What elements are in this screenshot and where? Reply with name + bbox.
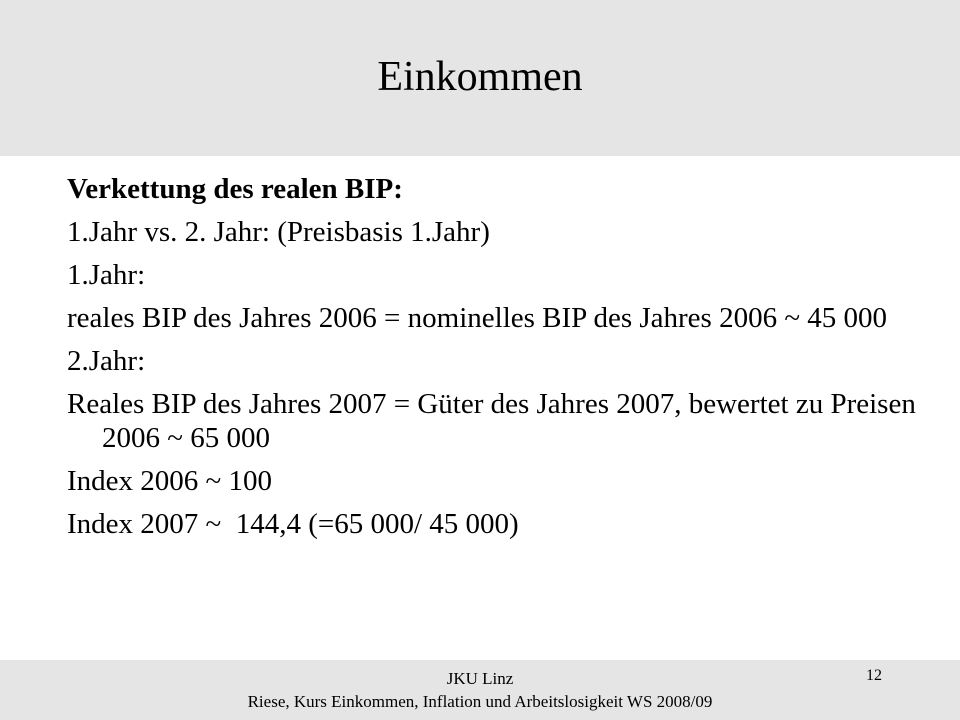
slide-body: [67, 172, 917, 550]
page-number: 12: [866, 667, 882, 684]
body-line-real-gdp-2006: reales BIP des Jahres 2006 = nominelles BIP des Jahres 2006 ~ 45 000: [67, 302, 888, 334]
body-line-year-1: 1.Jahr:: [67, 259, 146, 291]
body-line-real-gdp-2007: Reales BIP des Jahres 2007 = Güter des Jahres 2007, bewertet zu Preisen 2006 ~ 65 000: [67, 388, 916, 454]
body-line-year-2: 2.Jahr:: [67, 345, 146, 377]
body-line-year-comparison: 1.Jahr vs. 2. Jahr: (Preisbasis 1.Jahr): [67, 216, 490, 248]
body-line-index-2007: Index 2007 ~ 144,4 (=65 000/ 45 000): [67, 508, 519, 540]
body-heading: Verkettung des realen BIP:: [67, 173, 403, 205]
slide-title: Einkommen: [377, 54, 583, 100]
footer-course: Riese, Kurs Einkommen, Inflation und Arbeitslosigkeit WS 2008/09: [247, 692, 713, 711]
body-line-index-2006: Index 2006 ~ 100: [67, 465, 272, 497]
footer-organization: JKU Linz: [446, 669, 514, 688]
